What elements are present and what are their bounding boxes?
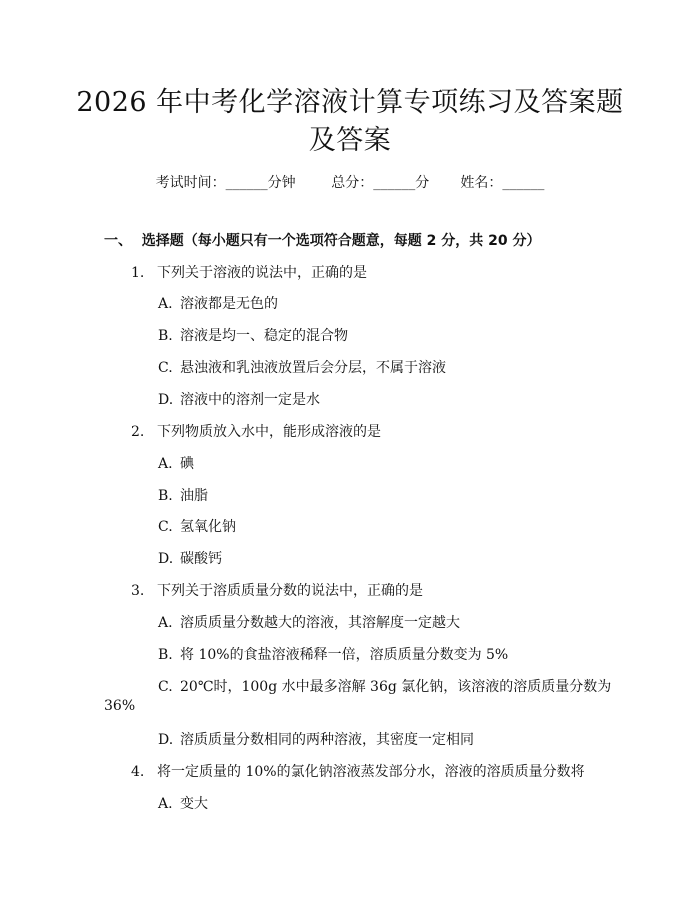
student-name: 姓名：______ <box>460 175 545 191</box>
document-title <box>60 84 640 160</box>
question-text: 下列关于溶液的说法中，正确的是 <box>157 265 367 281</box>
option-text: 溶液都是无色的 <box>180 296 278 312</box>
option-label: B. <box>158 488 173 504</box>
option-label: C. <box>158 519 173 535</box>
option-text: 油脂 <box>180 488 208 504</box>
option-text: 碳酸钙 <box>180 551 222 567</box>
question-text: 下列关于溶质质量分数的说法中，正确的是 <box>157 583 423 599</box>
q3-option-b <box>158 644 508 664</box>
q3-option-c-continuation: 36% <box>104 698 136 714</box>
section-title: 选择题（每小题只有一个选项符合题意，每题 2 分，共 20 分） <box>141 233 541 249</box>
option-label: A. <box>158 456 173 472</box>
section-heading <box>104 230 540 250</box>
option-label: D. <box>158 551 174 567</box>
exam-time: 考试时间：______分钟 <box>155 175 296 191</box>
option-label: A. <box>158 296 173 312</box>
option-label: B. <box>158 647 173 663</box>
option-label: A. <box>158 796 173 812</box>
q2-option-c <box>158 516 236 536</box>
option-label: A. <box>158 615 173 631</box>
exam-score: 总分：______分 <box>331 175 430 191</box>
question-text: 将一定质量的 10%的氯化钠溶液蒸发部分水，溶液的溶质质量分数将 <box>157 764 585 780</box>
option-label: B. <box>158 328 173 344</box>
option-label: D. <box>158 732 174 748</box>
option-text: 溶质质量分数越大的溶液，其溶解度一定越大 <box>180 615 460 631</box>
q3-option-a <box>158 612 460 632</box>
option-text: 碘 <box>180 456 194 472</box>
option-text: 氢氧化钠 <box>180 519 236 535</box>
q1-option-c <box>158 357 446 377</box>
section-number: 一、 <box>104 233 132 249</box>
option-label: C. <box>158 679 173 695</box>
question-number: 4. <box>131 764 145 780</box>
q4-option-a <box>158 793 208 813</box>
question-2 <box>131 421 381 441</box>
option-text: 20℃时，100g 水中最多溶解 36g 氯化钠，该溶液的溶质质量分数为 <box>180 679 612 695</box>
q3-option-c <box>158 676 611 696</box>
option-text: 溶液是均一、稳定的混合物 <box>180 328 348 344</box>
option-label: D. <box>158 392 174 408</box>
option-text: 溶液中的溶剂一定是水 <box>180 392 320 408</box>
question-number: 3. <box>131 583 145 599</box>
q3-option-d <box>158 729 474 749</box>
question-number: 1. <box>131 265 145 281</box>
question-number: 2. <box>131 424 145 440</box>
q1-option-d <box>158 389 320 409</box>
question-text: 下列物质放入水中，能形成溶液的是 <box>157 424 381 440</box>
question-4 <box>131 761 585 781</box>
option-label: C. <box>158 360 173 376</box>
q2-option-d <box>158 548 222 568</box>
option-text: 将 10%的食盐溶液稀释一倍，溶质质量分数变为 5% <box>180 647 509 663</box>
q1-option-a <box>158 293 278 313</box>
question-3 <box>131 580 423 600</box>
option-text: 悬浊液和乳浊液放置后会分层，不属于溶液 <box>180 360 446 376</box>
exam-meta <box>0 172 700 192</box>
q2-option-a <box>158 453 194 473</box>
option-text: 变大 <box>180 796 208 812</box>
question-1 <box>131 262 367 282</box>
title-line-2: 及答案 <box>308 125 392 156</box>
title-line-1: 2026 年中考化学溶液计算专项练习及答案题 <box>76 87 624 118</box>
q2-option-b <box>158 485 208 505</box>
q1-option-b <box>158 325 348 345</box>
option-text: 溶质质量分数相同的两种溶液，其密度一定相同 <box>180 732 474 748</box>
